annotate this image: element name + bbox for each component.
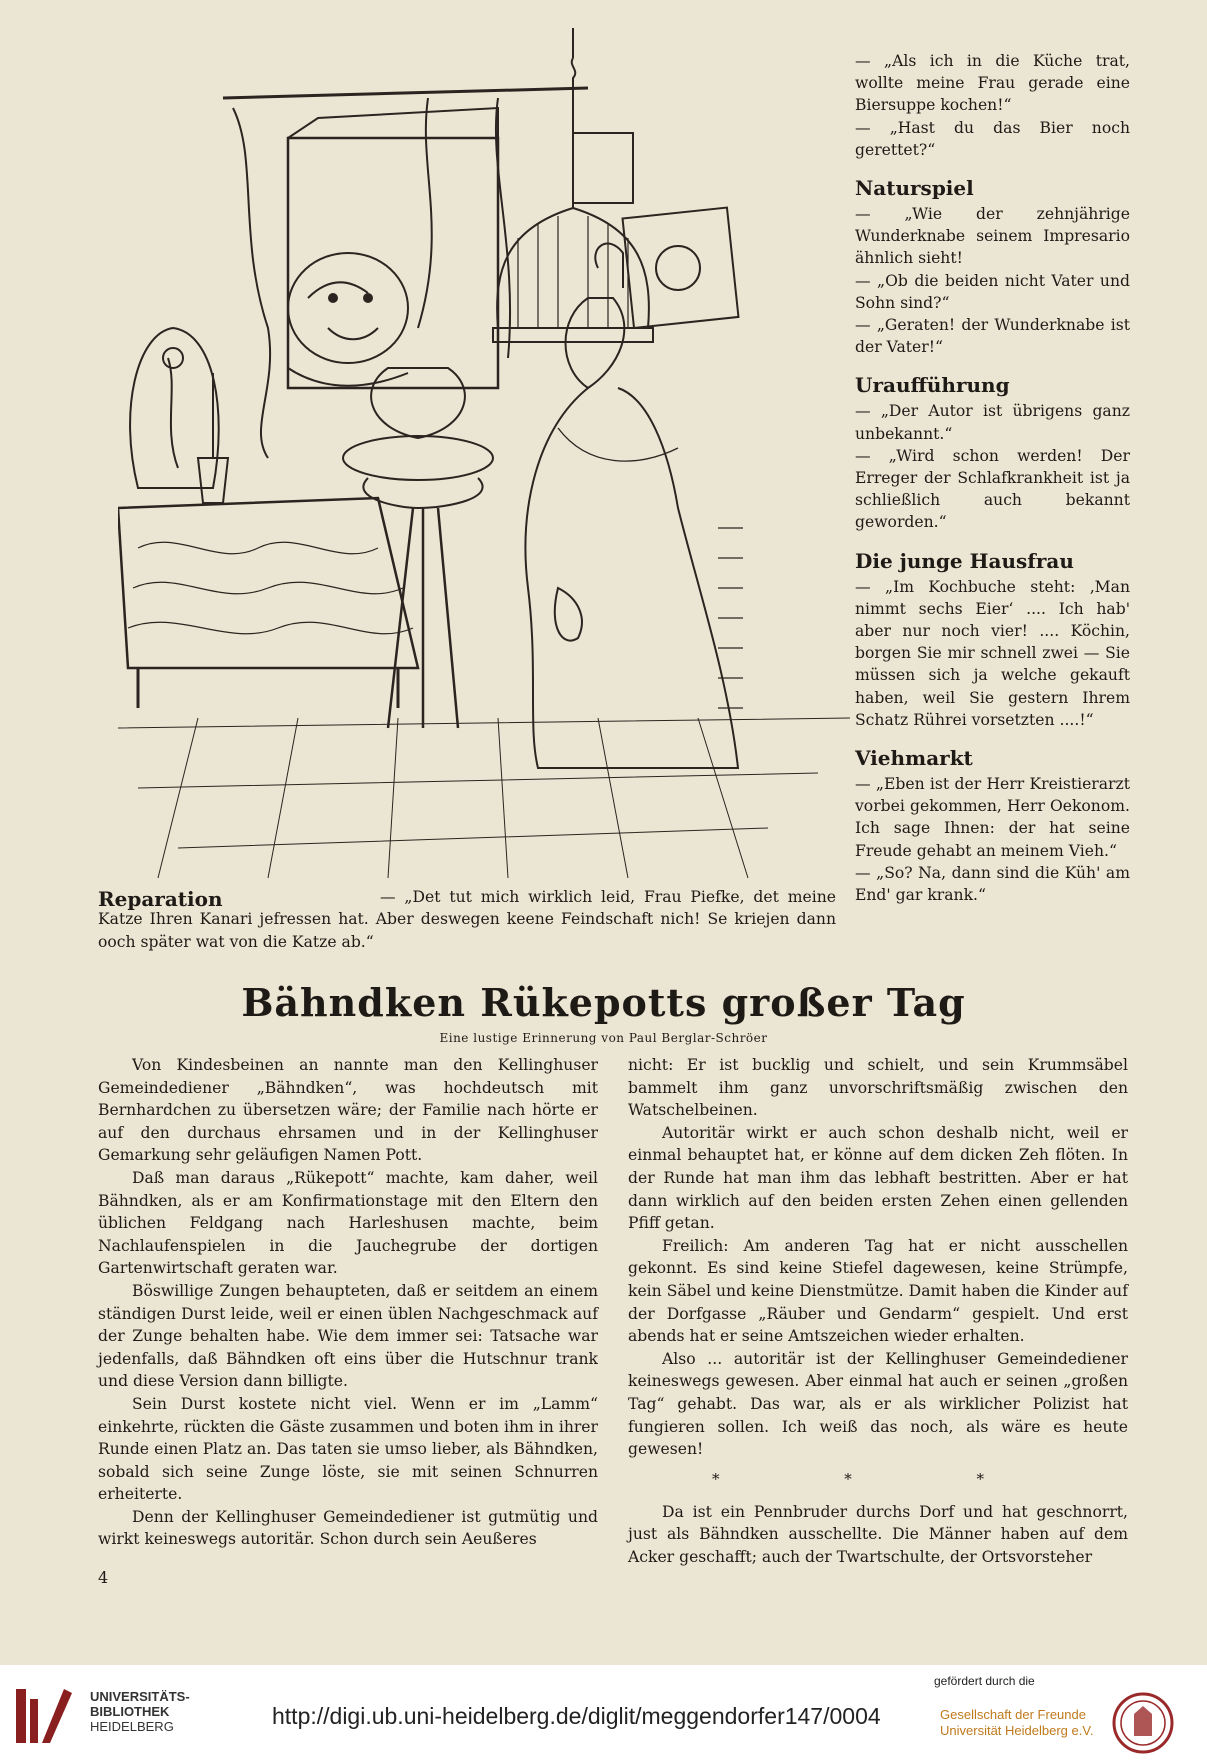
joke-line: — „Geraten! der Wunderknabe ist der Vater!“: [855, 316, 1130, 357]
digitization-footer: [0, 1665, 1207, 1761]
page-number: 4: [98, 1568, 109, 1587]
library-name-line: UNIVERSITÄTS-: [90, 1689, 190, 1704]
article-paragraph: Autoritär wirkt er auch schon deshalb nicht, weil er einmal behauptet hat, er könne auf dem dicken Zeh flöten. In der Runde hat man ihm das lebhaft bestritten. Aber er hat dann wirklich auf den beiden ersten Zehen einen gellenden Pfiff getan.: [628, 1123, 1128, 1233]
joke-column: [855, 50, 1130, 906]
cartoon-illustration: [118, 28, 850, 880]
cartoon-drawing: [118, 28, 850, 880]
article-column-right: [628, 1054, 1128, 1568]
article-paragraph: Sein Durst kostete nicht viel. Wenn er im „Lamm“ einkehrte, rückten die Gäste zusammen und boten ihm in ihrer Runde einen Platz an. Das taten sie umso lieber, als Bähndken, sobald sich seine Zunge löste, sie mit seinen Schnurren erheiterte.: [98, 1394, 598, 1504]
handbag: [555, 588, 582, 641]
joke-line: — „Im Kochbuche steht: ‚Man nimmt sechs Eier‘ .... Ich hab' aber nur noch vier! .... Köchin, borgen Sie mir schnell zwei — Sie müssen sich ja welche gekauft haben, weil Sie gestern Ihrem Schatz Rührei vorsetzten ....!“: [855, 577, 1130, 729]
joke-hausfrau: [855, 548, 1130, 731]
article-paragraph: Daß man daraus „Rükepott“ machte, kam daher, weil Bähndken, als er am Konfirmationstage mit den Eltern den üblichen Feldgang nach Harleshusen machte, beim Nachlaufenspielen in die Jauchegrube der dortigen Gartenwirtschaft geraten war.: [98, 1168, 598, 1278]
sponsor-name: [940, 1707, 1093, 1739]
article-paragraph: Da ist ein Pennbruder durchs Dorf und hat geschnorrt, just als Bähndken ausschellte. Die Männer haben auf dem Acker geschafft; auch der Twartschulte, der Ortsvorsteher: [628, 1502, 1128, 1566]
sponsor-name-line: Universität Heidelberg e.V.: [940, 1723, 1094, 1738]
section-separator: * * *: [711, 1469, 1045, 1488]
framed-picture: [623, 208, 739, 328]
glass-dome: [130, 328, 219, 488]
joke-line: — „Eben ist der Herr Kreistierarzt vorbei gekommen, Herr Oekonom. Ich sage Ihnen: der hat seine Freude gehabt an meinem Vieh.“: [855, 775, 1130, 860]
man-face: [288, 253, 408, 363]
joke-title: Die junge Hausfrau: [855, 548, 1074, 573]
sponsor-label: gefördert durch die: [934, 1674, 1035, 1688]
joke-line: — „Hast du das Bier noch gerettet?“: [855, 118, 1130, 159]
joke-line: — „Ob die beiden nicht Vater und Sohn sind?“: [855, 271, 1130, 312]
joke-viehmarkt: [855, 745, 1130, 906]
joke-line: — „So? Na, dann sind die Küh' am End' gar krank.“: [855, 863, 1130, 905]
sponsor-name-line: Gesellschaft der Freunde: [940, 1707, 1086, 1722]
article-subtitle: Eine lustige Erinnerung von Paul Berglar-Schröer: [439, 1031, 768, 1045]
joke-title: Uraufführung: [855, 373, 1010, 398]
woman-dress: [526, 388, 739, 768]
library-logo-icon: [14, 1685, 84, 1747]
article-paragraph: Freilich: Am anderen Tag hat er nicht ausschellen gekonnt. Es sind keine Stiefel dagewesen, keine Strümpfe, kein Säbel und keine Dienstmütze. Damit haben die Kinder auf der Dorfgasse „Räuber und Gendarm“ gespielt. Und erst abends hat er seine Amtszeichen wieder erhalten.: [628, 1236, 1128, 1346]
university-seal-icon: [1112, 1692, 1174, 1754]
small-cage: [573, 133, 633, 203]
vase: [371, 368, 465, 438]
joke-line: — „Wird schon werden! Der Erreger der Schlafkrankheit ist ja schließlich auch bekannt geworden.“: [855, 446, 1130, 532]
article-column-left: [98, 1054, 598, 1551]
library-name-line: BIBLIOTHEK: [90, 1704, 170, 1719]
joke-kueche: [855, 50, 1130, 161]
bird-cage: [497, 208, 649, 328]
library-name-line: HEIDELBERG: [90, 1719, 174, 1734]
joke-title: Naturspiel: [855, 176, 974, 201]
caption-text: — „Det tut mich wirklich leid, Frau Piefke, det meine Katze Ihren Kanari jefressen hat. Aber deswegen keene Feindschaft nich! Se kriejen dann ooch später wat von die Katze ab.“: [98, 888, 836, 951]
article-paragraph: Also ... autoritär ist der Kellinghuser Gemeindediener keineswegs gewesen. Aber einmal hat auch er seinen „großen Tag“ gehabt. Das war, als er als wirklicher Polizist hat fungieren sollen. Ich weiß das noch, als wäre es heute gewesen!: [628, 1349, 1128, 1459]
source-url-link[interactable]: http://digi.ub.uni-heidelberg.de/diglit/meggendorfer147/0004: [272, 1703, 881, 1729]
joke-line: — „Der Autor ist übrigens ganz unbekannt.“: [855, 402, 1130, 443]
article-title: Bähndken Rükepotts großer Tag: [241, 980, 966, 1025]
joke-naturspiel: [855, 175, 1130, 358]
joke-title: Viehmarkt: [855, 746, 973, 771]
joke-line: — „Als ich in die Küche trat, wollte meine Frau gerade eine Biersuppe kochen!“: [855, 52, 1130, 115]
library-name: [90, 1689, 190, 1734]
article-paragraph: Denn der Kellinghuser Gemeindediener ist gutmütig und wirkt keineswegs autoritär. Schon durch sein Aeußeres: [98, 1507, 598, 1549]
table: [118, 498, 418, 668]
article-paragraph: Von Kindesbeinen an nannte man den Kellinghuser Gemeindediener „Bähndken“, was hochdeutsch mit Bernhardchen zu übersetzen wäre; der Familie nach hörte er auf den durchaus ehrsamen und in der Kellinghuser Gemarkung sehr geläufigen Namen Pott.: [98, 1056, 598, 1165]
joke-urauffuehrung: [855, 372, 1130, 533]
article-paragraph: nicht: Er ist bucklig und schielt, und sein Krummsäbel bammelt ihm ganz unvorschriftsmäßig zwischen den Watschelbeinen.: [628, 1056, 1128, 1120]
joke-line: — „Wie der zehnjährige Wunderknabe seinem Impresario ähnlich sieht!: [855, 205, 1130, 268]
caption-title: Reparation: [98, 887, 223, 911]
article-paragraph: Böswillige Zungen behaupteten, daß er seitdem an einem ständigen Durst leide, weil er einen üblen Nachgeschmack auf der Zunge behalten habe. Wie dem immer sei: Tatsache war jedenfalls, daß Bähndken oft eins über die Hutschnur trank und diese Version dann billigte.: [98, 1281, 598, 1391]
dish: [343, 436, 493, 480]
